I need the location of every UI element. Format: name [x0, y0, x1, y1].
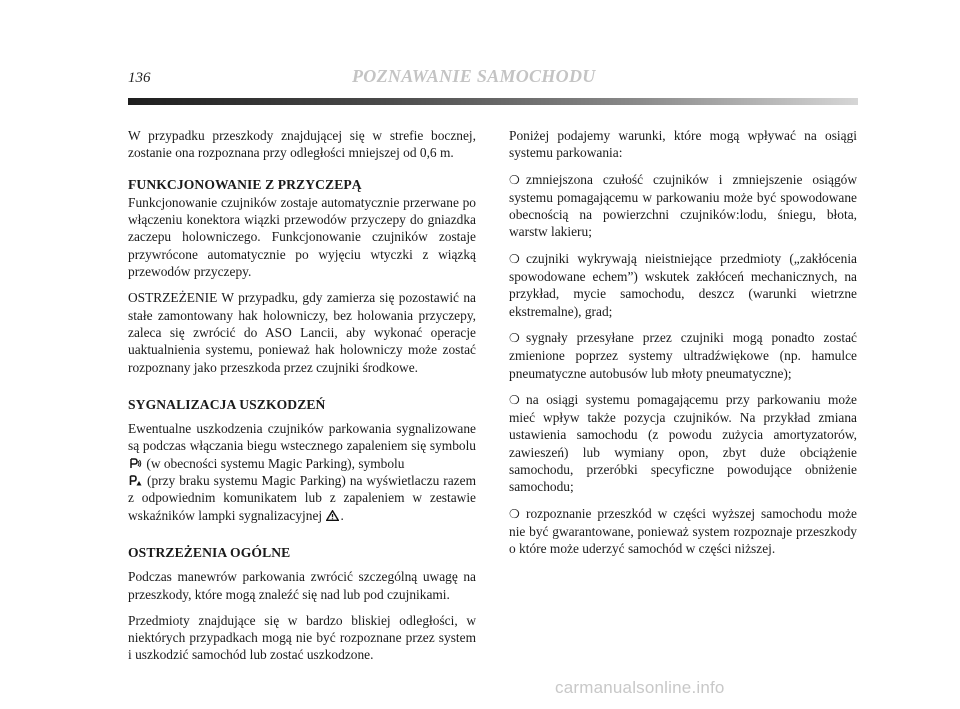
bullet-item: [509, 329, 857, 382]
conditions-intro: Poniżej podajemy warunki, które mogą wpływać na osiągi systemu parkowania:: [509, 128, 857, 161]
trailer-paragraph: Funkcjonowanie czujników zostaje automatycznie przerwane po włączeniu konektora wiązki przewodów przyczepy do gniazdka zaczepu holowniczego. Funkcjonowanie czujników zostaje przywrócone automatycznie po wyjęciu wtyczki z wiązką przewodów przyczepy.: [128, 194, 476, 280]
faults-text-1: Ewentualne uszkodzenia czujników parkowania sygnalizowane są podczas włączania biegu wstecznego zapaleniem się symbolu: [128, 421, 476, 454]
bullet-text: sygnały przesyłane przez czujniki mogą ponadto zostać zmienione poprzez systemy ultradźwiękowe (np. hamulce pneumatyczne autobusów lub młoty pneumatyczne);: [509, 329, 857, 381]
header-rule: [128, 98, 858, 105]
bullet-text: czujniki wykrywają nieistniejące przedmioty („zakłócenia spowodowane echem”) wskutek zakłóceń mechanicznych, na przykład, mycie samochodu, deszcz (warunki wietrzne ekstremalne), grad;: [509, 250, 857, 319]
bullet-item: [509, 171, 857, 241]
intro-paragraph: W przypadku przeszkody znajdującej się w strefie bocznej, zostanie ona rozpoznana przy odległości mniejszej od 0,6 m.: [128, 128, 476, 161]
faults-text-2: (w obecności systemu Magic Parking), symbolu: [146, 455, 405, 471]
bullet-item: [509, 391, 857, 496]
magic-parking-fault-icon: [129, 458, 142, 469]
warning-triangle-icon: [326, 510, 339, 521]
faults-text-3: (przy braku systemu Magic Parking) na wyświetlaczu razem z odpowiednim komunikatem lub z zapaleniem w zestawie wskaźników lampki sygnalizacyjnej: [128, 473, 476, 523]
bullet-circle-icon: ❍: [509, 330, 520, 345]
general-paragraph-2: Przedmioty znajdujące się w bardzo bliskiej odległości, w niektórych przypadkach mogą nie być rozpoznane przez system i uszkodzić samochód lub zostać uszkodzone.: [128, 612, 476, 663]
bullet-circle-icon: ❍: [509, 251, 520, 266]
bullet-item: [509, 250, 857, 320]
heading-general: OSTRZEŻENIA OGÓLNE: [128, 544, 291, 560]
watermark: carmanualsonline.info: [555, 678, 725, 697]
faults-paragraph: [128, 420, 476, 524]
bullet-circle-icon: ❍: [509, 172, 520, 187]
parking-sensor-fault-icon: [129, 475, 142, 486]
bullet-item: [509, 505, 857, 558]
bullet-circle-icon: ❍: [509, 506, 520, 521]
section-title: POZNAWANIE SAMOCHODU: [352, 66, 596, 86]
right-column: [509, 127, 857, 567]
general-paragraph-1: Podczas manewrów parkowania zwrócić szczególną uwagę na przeszkody, które mogą znaleźć się nad lub pod czujnikami.: [128, 569, 476, 602]
heading-faults: SYGNALIZACJA USZKODZEŃ: [128, 396, 326, 412]
bullet-text: na osiągi systemu pomagającemu przy parkowaniu może mieć wpływ także pozycja czujników. Na przykład zmiana ustawienia samochodu (z powodu zużycia amortyzatorów, zawieszeń) lub wymiany opon, zbyt duże obciążenie samochodu, przeróbki specyficzne powodujące obniżenie samochodu;: [509, 391, 857, 495]
trailer-warning-paragraph: OSTRZEŻENIE W przypadku, gdy zamierza się pozostawić na stałe zamontowany hak holowniczy, bez holowania przyczepy, zaleca się zwrócić do ASO Lancii, aby wykonać operacje uaktualnienia systemu, ponieważ hak holowniczy może zostać rozpoznany jako przeszkoda przez czujniki środkowe.: [128, 290, 476, 375]
heading-trailer: FUNKCJONOWANIE Z PRZYCZEPĄ: [128, 176, 362, 192]
bullet-text: rozpoznanie przeszkód w części wyższej samochodu może nie być gwarantowane, ponieważ system rozpoznaje przeszkody o które może uderzyć samochód w części niższej.: [509, 505, 857, 557]
bullet-text: zmniejszona czułość czujników i zmniejszenie osiągów systemu pomagającemu w parkowaniu może być spowodowane obecnością na powierzchni czujników:lodu, śniegu, błota, warstw lakieru;: [509, 171, 857, 240]
page-number: 136: [128, 70, 151, 86]
faults-text-4: .: [340, 507, 344, 523]
left-column: [128, 127, 476, 673]
bullet-circle-icon: ❍: [509, 392, 520, 407]
